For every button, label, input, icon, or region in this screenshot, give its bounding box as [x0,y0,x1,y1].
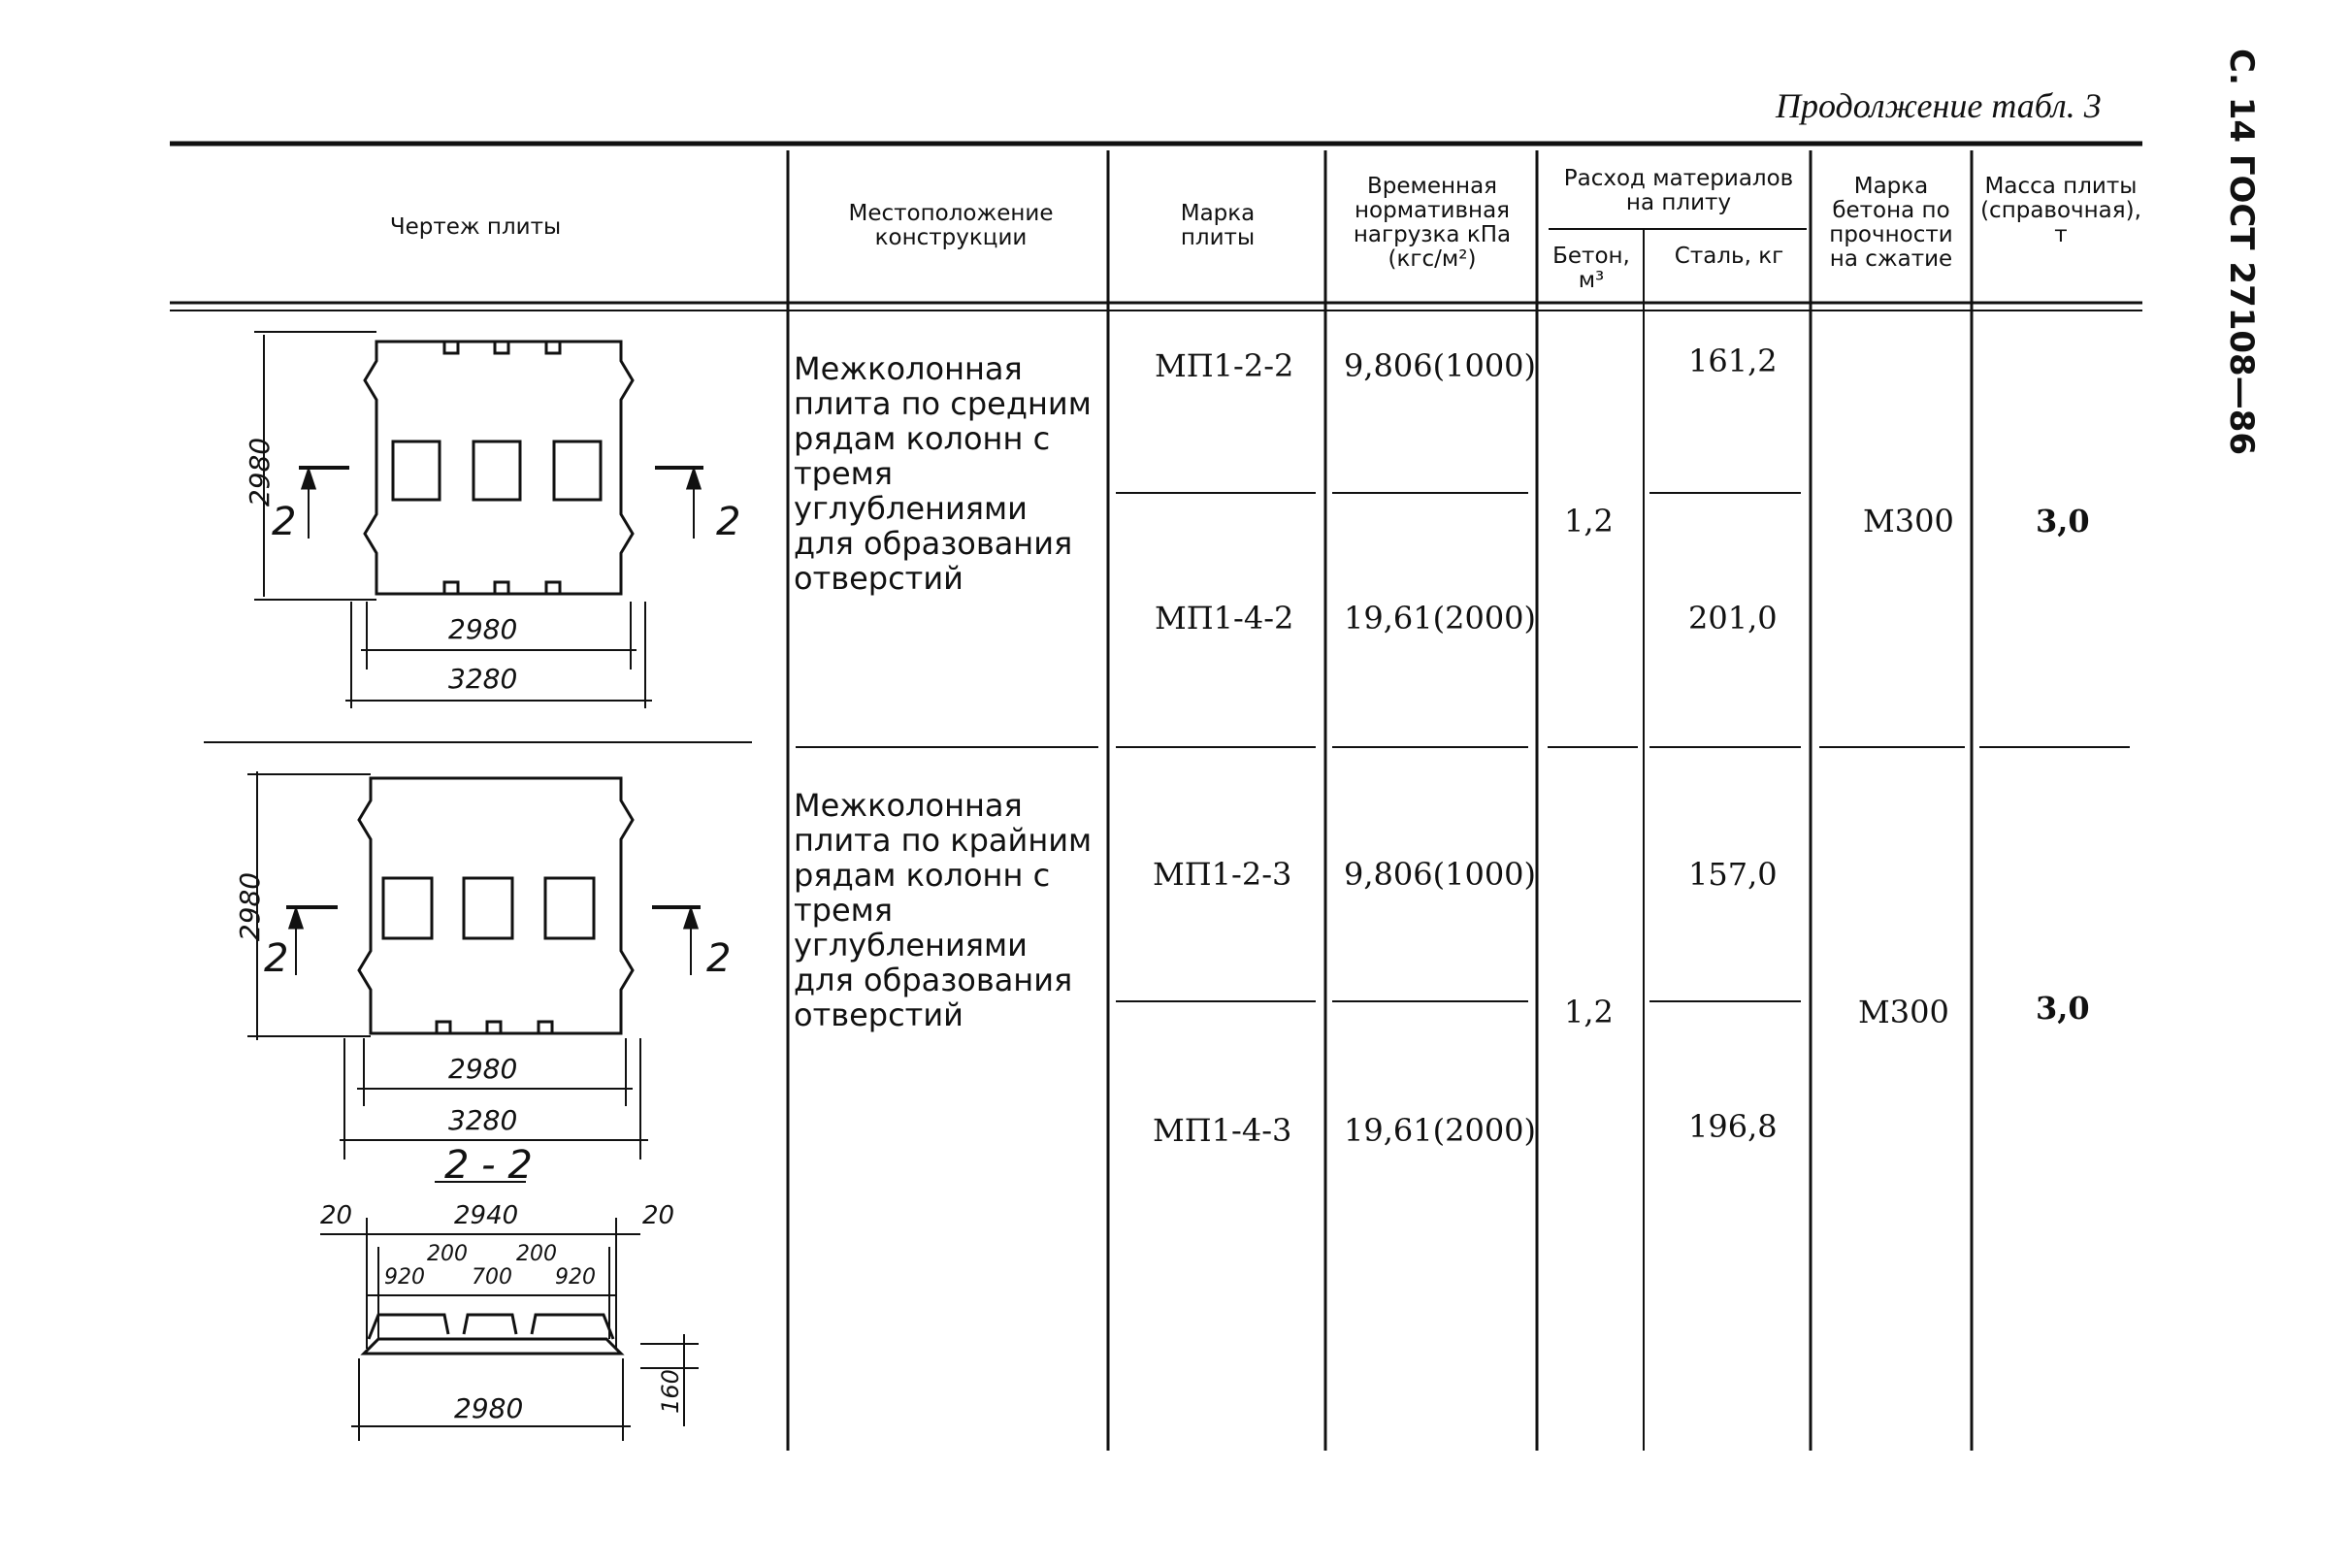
section-seg-right: 920 [555,1265,596,1290]
row2-location: Межколонная плита по крайним рядам колонн с тремя углублениями для образования отверстий [794,787,1093,1033]
section-right-edge: 20 [642,1201,675,1230]
plate2-section-mark-right: 2 [706,936,732,981]
header-concrete-grade: Марка бетона по прочности на сжатие [1829,174,1953,272]
row1-grade: М300 [1863,503,1954,539]
row2-steel-b: 196,8 [1688,1108,1778,1145]
plate1-height-label: 2980 [244,437,277,507]
row2-mark-b: МП1-4-3 [1153,1112,1292,1149]
row2-mass: 3,0 [2036,990,2090,1027]
row2-mark-a: МП1-2-3 [1153,856,1292,893]
header-drawing: Чертеж плиты [389,214,562,240]
row2-grade: М300 [1858,994,1949,1030]
row2-load-b: 19,61(2000) [1344,1112,1537,1149]
side-page-header: С. 14 ГОСТ 27108—86 [2222,49,2261,456]
row1-concrete: 1,2 [1564,503,1614,539]
plate1-width-inner-label: 2980 [448,613,518,645]
plate2-width-outer-label: 3280 [448,1104,518,1136]
plate1-section-mark-right: 2 [716,500,741,544]
plate2-height-label: 2980 [234,871,267,942]
row1-steel-b: 201,0 [1688,600,1778,637]
section-seg-mid: 700 [472,1265,512,1290]
row1-steel-a: 161,2 [1688,343,1778,379]
row1-mark-b: МП1-4-2 [1155,600,1294,637]
continuation-title: Продолжение табл. 3 [1776,86,2102,125]
row2-steel-a: 157,0 [1688,856,1778,893]
section-left-edge: 20 [320,1201,353,1230]
section-title: 2 - 2 [444,1143,533,1188]
section-rib1: 200 [427,1242,468,1266]
header-materials: Расход материалов на плиту [1563,166,1794,215]
row2-concrete: 1,2 [1564,994,1614,1030]
row1-load-b: 19,61(2000) [1344,600,1537,637]
plate2-width-inner-label: 2980 [448,1053,518,1085]
header-mass: Масса плиты (справочная), т [1980,174,2141,247]
section-thickness: 160 [656,1369,684,1414]
row1-location: Межколонная плита по средним рядам колонн с тремя углублениями для образования отверстий [794,350,1092,597]
section-seg-left: 920 [384,1265,425,1290]
header-load: Временная нормативная нагрузка кПа (кгс/м²) [1353,174,1512,272]
header-mark: Марка плиты [1180,201,1256,250]
row1-mass: 3,0 [2036,503,2090,539]
section-bottom-width: 2980 [454,1392,524,1424]
row2-load-a: 9,806(1000) [1344,856,1537,893]
plate1-plan [254,332,703,708]
plate1-width-outer-label: 3280 [448,663,518,695]
row1-mark-a: МП1-2-2 [1155,347,1294,384]
section-rib2: 200 [516,1242,557,1266]
header-location: Местоположение конструкции [848,201,1054,250]
header-concrete: Бетон, м³ [1552,244,1630,293]
plate2-section-mark-left: 2 [264,936,289,981]
row1-load-a: 9,806(1000) [1344,347,1537,384]
header-steel: Сталь, кг [1674,244,1784,269]
plate1-section-mark-left: 2 [272,500,297,544]
section-overall: 2940 [454,1201,519,1230]
